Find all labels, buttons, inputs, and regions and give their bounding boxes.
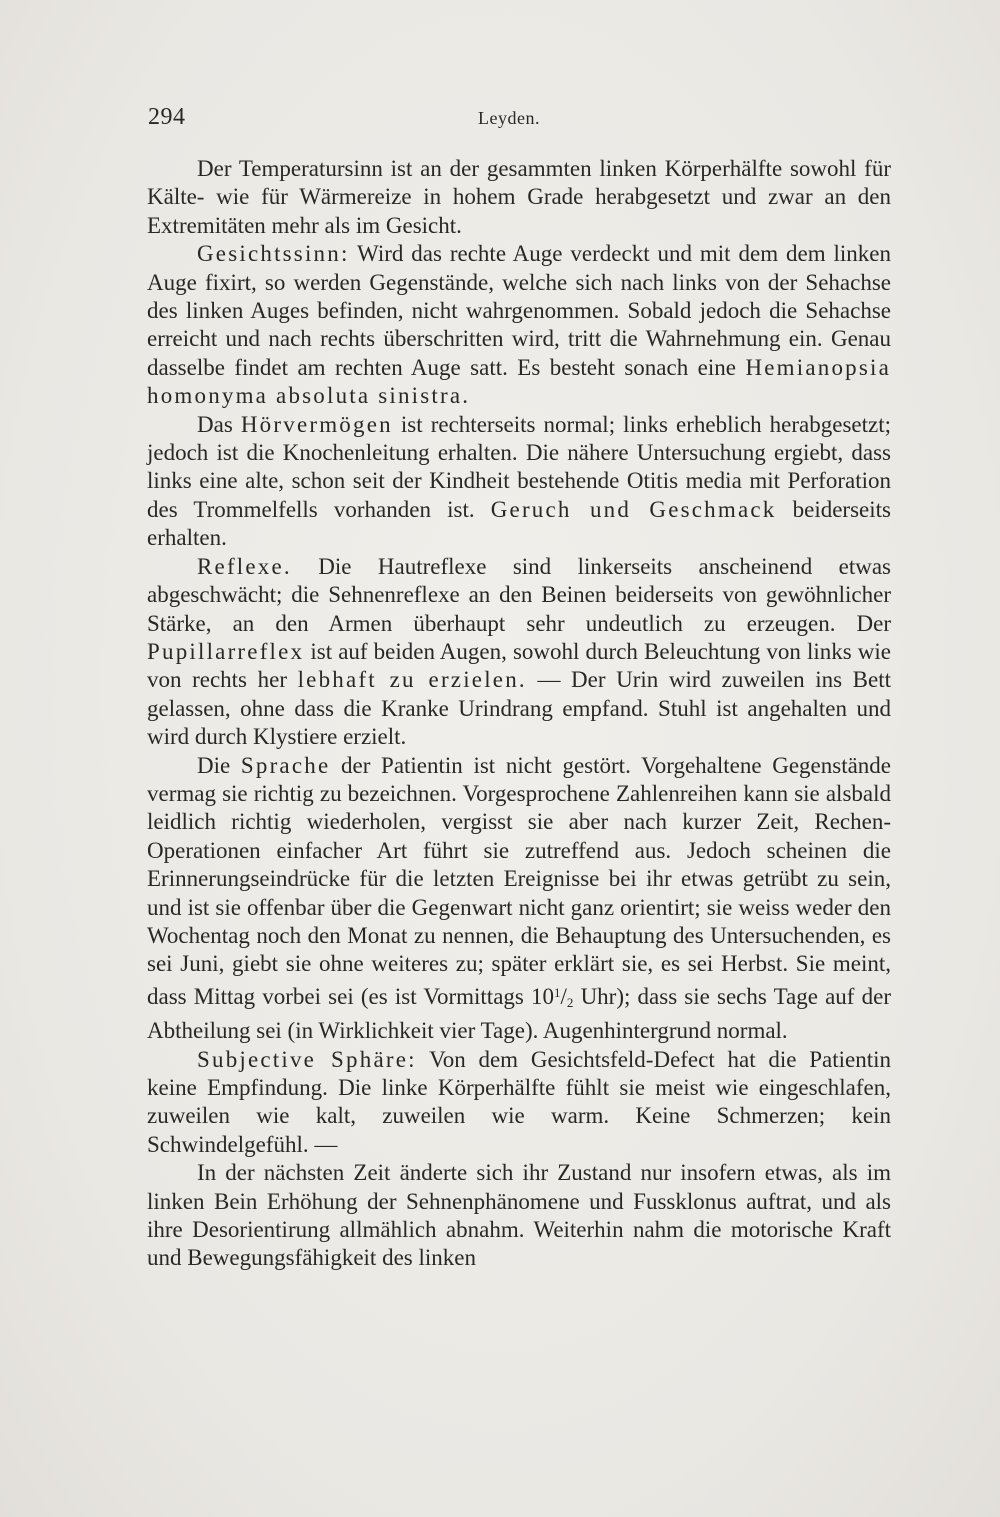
paragraph-text: ist rechterseits normal; links erheblich herabgesetzt; jedoch ist die Knochenleitung erhalten. Die nähere Untersuchung ergiebt, dass links eine alte, schon seit der Kindheit bestehende Otitis media mit Perforation des Trommelfells vorhanden ist. [147,411,891,522]
spaced-term: Hörvermögen [240,411,393,437]
paragraph-text: ist auf beiden Augen, sowohl durch Beleuchtung von links wie von rechts her [147,638,891,693]
paragraph-text: Die Hautreflexe sind linkerseits anscheinend etwas abgeschwächt; die Sehnenreflexe an den Beinen beiderseits von gewöhnlicher Stärke, an den Armen überhaupt sehr undeutlich zu erzeugen. Der [147,553,891,636]
paragraph-text: beiderseits erhalten. [147,496,891,551]
spaced-term: Reflexe. [197,553,292,579]
paragraph-text: In der nächsten Zeit änderte sich ihr Zustand nur insofern etwas, als im linken Bein Erhöhung der Sehnenphänomene und Fussklonus auftrat, und als ihre Desorientirung allmählich abnahm. Weiterhin nahm die motorische Kraft und Bewegungsfähigkeit des linken [147,1160,891,1271]
paragraph-text: Uhr); dass sie sechs Tage auf der Abtheilung sei (in Wirklichkeit vier Tage). Augenhintergrund normal. [147,983,891,1044]
paragraph-text: Von dem Gesichtsfeld-Defect hat die Patientin keine Empfindung. Die linke Körperhälfte fühlt sie meist wie eingeschlafen, zuweilen wie kalt, zuweilen wie warm. Keine Schmerzen; kein Schwindelgefühl. — [147,1046,891,1157]
spaced-term: Subjective Sphäre: [197,1046,417,1072]
fraction-ten-and-a-half: $10^1/_2$ [531,983,574,1010]
paragraph-text: — Der Urin wird zuweilen ins Bett gelassen, ohne dass die Kranke Urindrang empfand. Stuhl ist angehalten und wird durch Klystiere erzielt. [147,667,891,750]
paragraph-reflexes [147,553,891,752]
spaced-term: Hemianopsia homonyma absoluta sinistra [147,354,891,409]
page-number: 294 [148,104,186,130]
paragraph-speech [147,752,891,1046]
spaced-term: Gesichtssinn: [197,241,350,267]
spaced-term: Geruch und Geschmack [490,496,777,522]
paragraph-text: Wird das rechte Auge verdeckt und mit dem dem linken Auge fixirt, so werden Gegenstände, welche sich nach links von der Sehachse des linken Auges befinden, nicht wahrgenommen. Sobald jedoch die Sehachse erreicht und nach rechts überschritten wird, tritt die Wahrnehmung ein. Genau dasselbe findet am rechten Auge satt. Es besteht sonach eine [147,241,891,380]
spaced-term: lebhaft zu erzielen. [297,667,527,693]
page-header [148,104,890,134]
body-text [147,155,891,1273]
paragraph-visual-sense [147,240,891,410]
paragraph-text: Der Temperatursinn ist an der gesammten linken Körperhälfte sowohl für Kälte- wie für Wärmereize in hohem Grade herabgesetzt und zwar an den Extremitäten mehr als im Gesicht. [147,156,891,238]
paragraph-subjective-sphere [147,1046,891,1160]
paragraph-following-period [147,1159,891,1273]
spaced-term: Pupillarreflex [147,638,305,664]
running-head: Leyden. [478,108,540,128]
paragraph-text: . [462,383,469,409]
spaced-term: Sprache [240,752,331,778]
paragraph-text: Das [197,411,241,437]
paragraph-text: der Patientin ist nicht gestört. Vorgehaltene Gegenstände vermag sie richtig zu bezeichnen. Vorgesprochene Zahlenreihen kann sie alsbald leidlich richtig wiederholen, vergisst sie aber nach kurzer Zeit, Rechen-Operationen einfacher Art führt sie zutreffend aus. Jedoch scheinen die Erinnerungseindrücke für die letzten Ereignisse bei ihr etwas getrübt zu sein, und ist sie offenbar über die Gegenwart nicht ganz orientirt; sie weiss weder den Wochentag noch den Monat zu nennen, die Behauptung des Untersuchenden, es sei Juni, giebt sie ohne weiteres zu; später erklärt sie, es sei Herbst. Sie meint, dass Mittag vorbei sei (es ist Vormittags [147,752,892,1009]
paragraph-hearing [147,411,891,553]
paragraph-temperature-sense [147,155,891,240]
paragraph-text: Die [197,752,241,778]
